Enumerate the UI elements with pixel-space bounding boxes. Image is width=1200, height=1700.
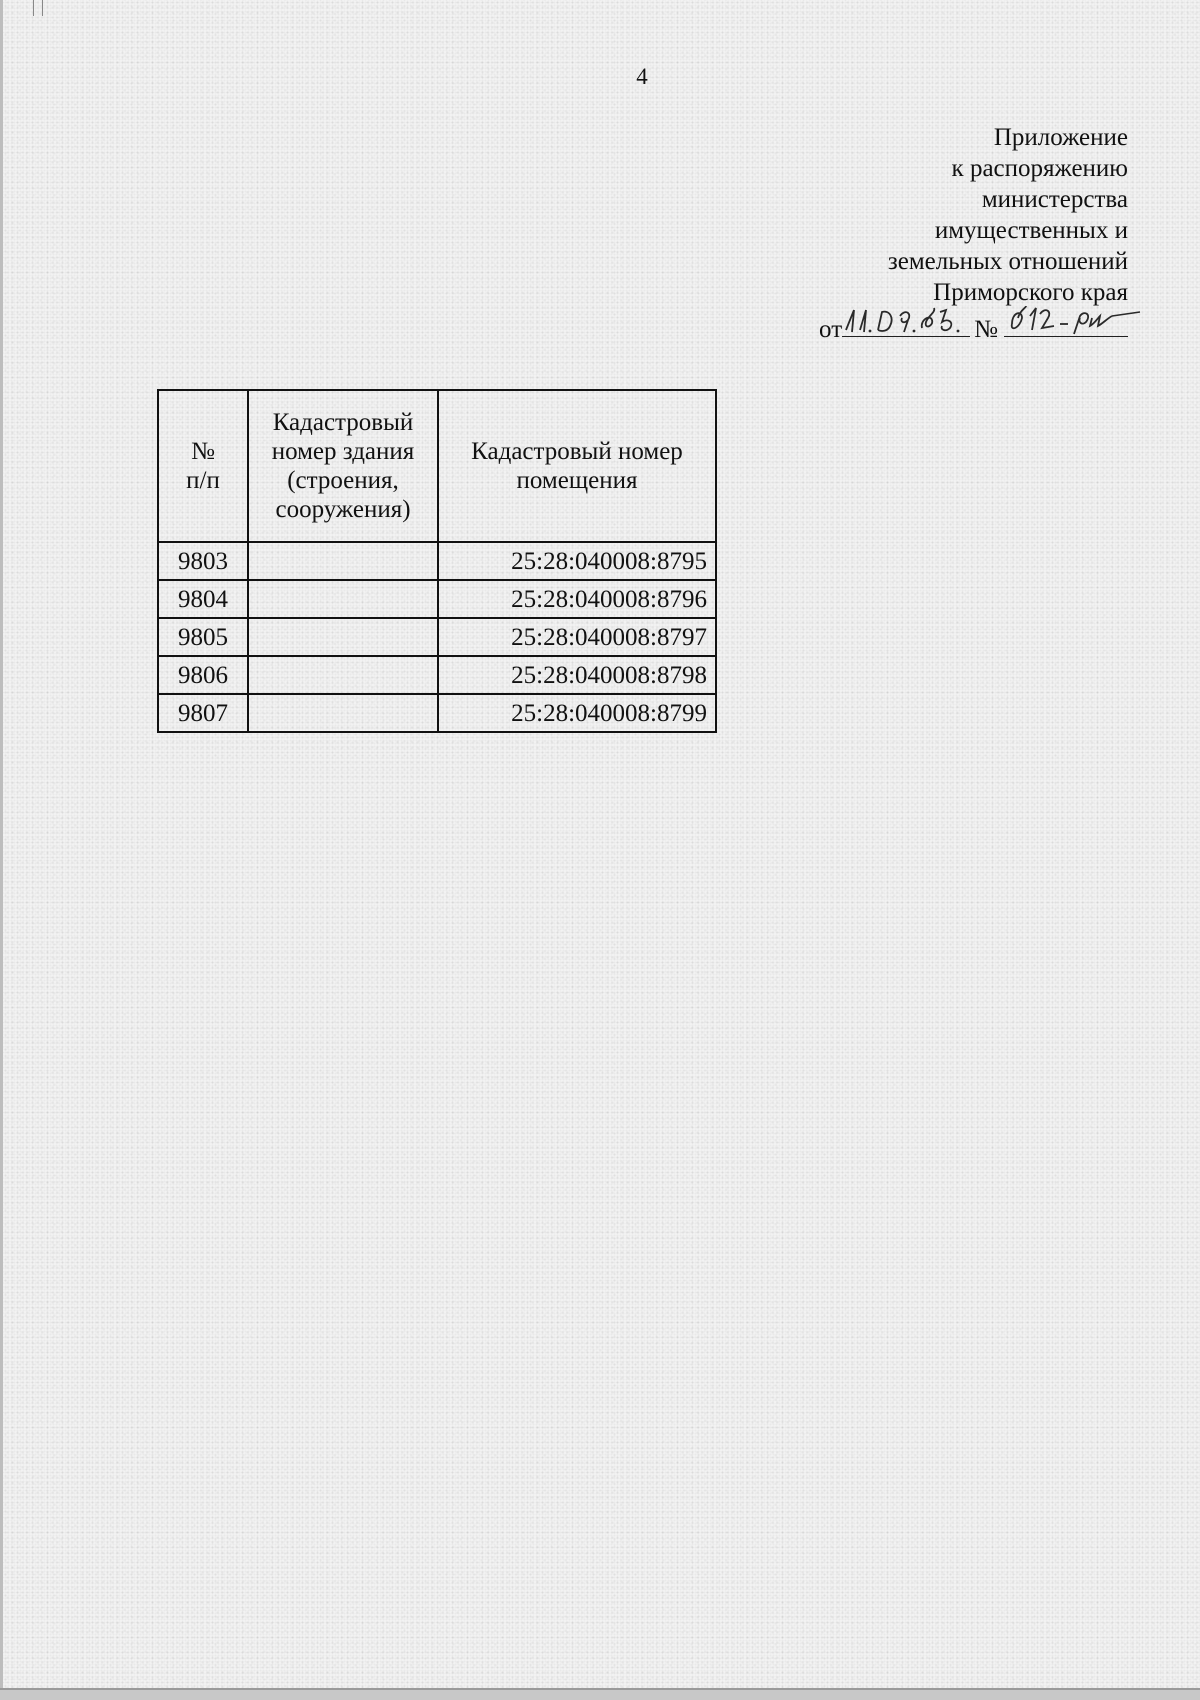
table-header-row xyxy=(158,390,716,542)
appendix-header xyxy=(819,122,1128,345)
header-num xyxy=(158,390,248,542)
header-building-line: сооружения) xyxy=(275,496,411,523)
header-num-line: п/п xyxy=(186,467,220,494)
building-cadastral-number xyxy=(248,618,438,656)
number-sign: № xyxy=(974,316,998,343)
appendix-line: Приложение xyxy=(993,124,1128,151)
appendix-line: к распоряжению xyxy=(951,155,1128,182)
appendix-line: министерства xyxy=(981,186,1128,213)
handwritten-date xyxy=(842,308,970,337)
building-cadastral-number xyxy=(248,694,438,732)
header-room xyxy=(438,390,716,542)
table-row xyxy=(158,694,716,732)
row-number: 9804 xyxy=(158,580,248,618)
page-left-edge xyxy=(0,0,3,1688)
appendix-line: Приморского края xyxy=(933,279,1128,306)
appendix-line: земельных отношений xyxy=(887,248,1128,275)
appendix-line: имущественных и xyxy=(934,217,1128,244)
room-cadastral-number: 25:28:040008:8799 xyxy=(438,694,716,732)
table-row xyxy=(158,542,716,580)
header-building-line: (строения, xyxy=(287,467,399,494)
building-cadastral-number xyxy=(248,542,438,580)
order-reference xyxy=(819,308,1128,345)
header-building-line: Кадастровый xyxy=(272,409,414,436)
header-building xyxy=(248,390,438,542)
row-number: 9805 xyxy=(158,618,248,656)
room-cadastral-number: 25:28:040008:8796 xyxy=(438,580,716,618)
table-row xyxy=(158,618,716,656)
row-number: 9806 xyxy=(158,656,248,694)
handwritten-order-number xyxy=(1004,308,1128,337)
handwritten-number-ink xyxy=(1004,304,1144,338)
room-cadastral-number: 25:28:040008:8798 xyxy=(438,656,716,694)
header-building-line: номер здания xyxy=(271,438,415,465)
table-row xyxy=(158,656,716,694)
scan-corner-mark xyxy=(33,0,43,16)
handwritten-date-ink xyxy=(842,304,970,338)
date-prefix: от xyxy=(819,316,843,343)
room-cadastral-number: 25:28:040008:8795 xyxy=(438,542,716,580)
table-row xyxy=(158,580,716,618)
header-room-line: Кадастровый номер xyxy=(471,438,683,465)
header-room-line: помещения xyxy=(516,467,638,494)
page-bottom-edge xyxy=(0,1688,1200,1700)
building-cadastral-number xyxy=(248,580,438,618)
header-num-line: № xyxy=(191,438,215,465)
row-number: 9807 xyxy=(158,694,248,732)
building-cadastral-number xyxy=(248,656,438,694)
room-cadastral-number: 25:28:040008:8797 xyxy=(438,618,716,656)
row-number: 9803 xyxy=(158,542,248,580)
cadastral-table xyxy=(157,389,717,733)
page-number: 4 xyxy=(636,64,648,89)
